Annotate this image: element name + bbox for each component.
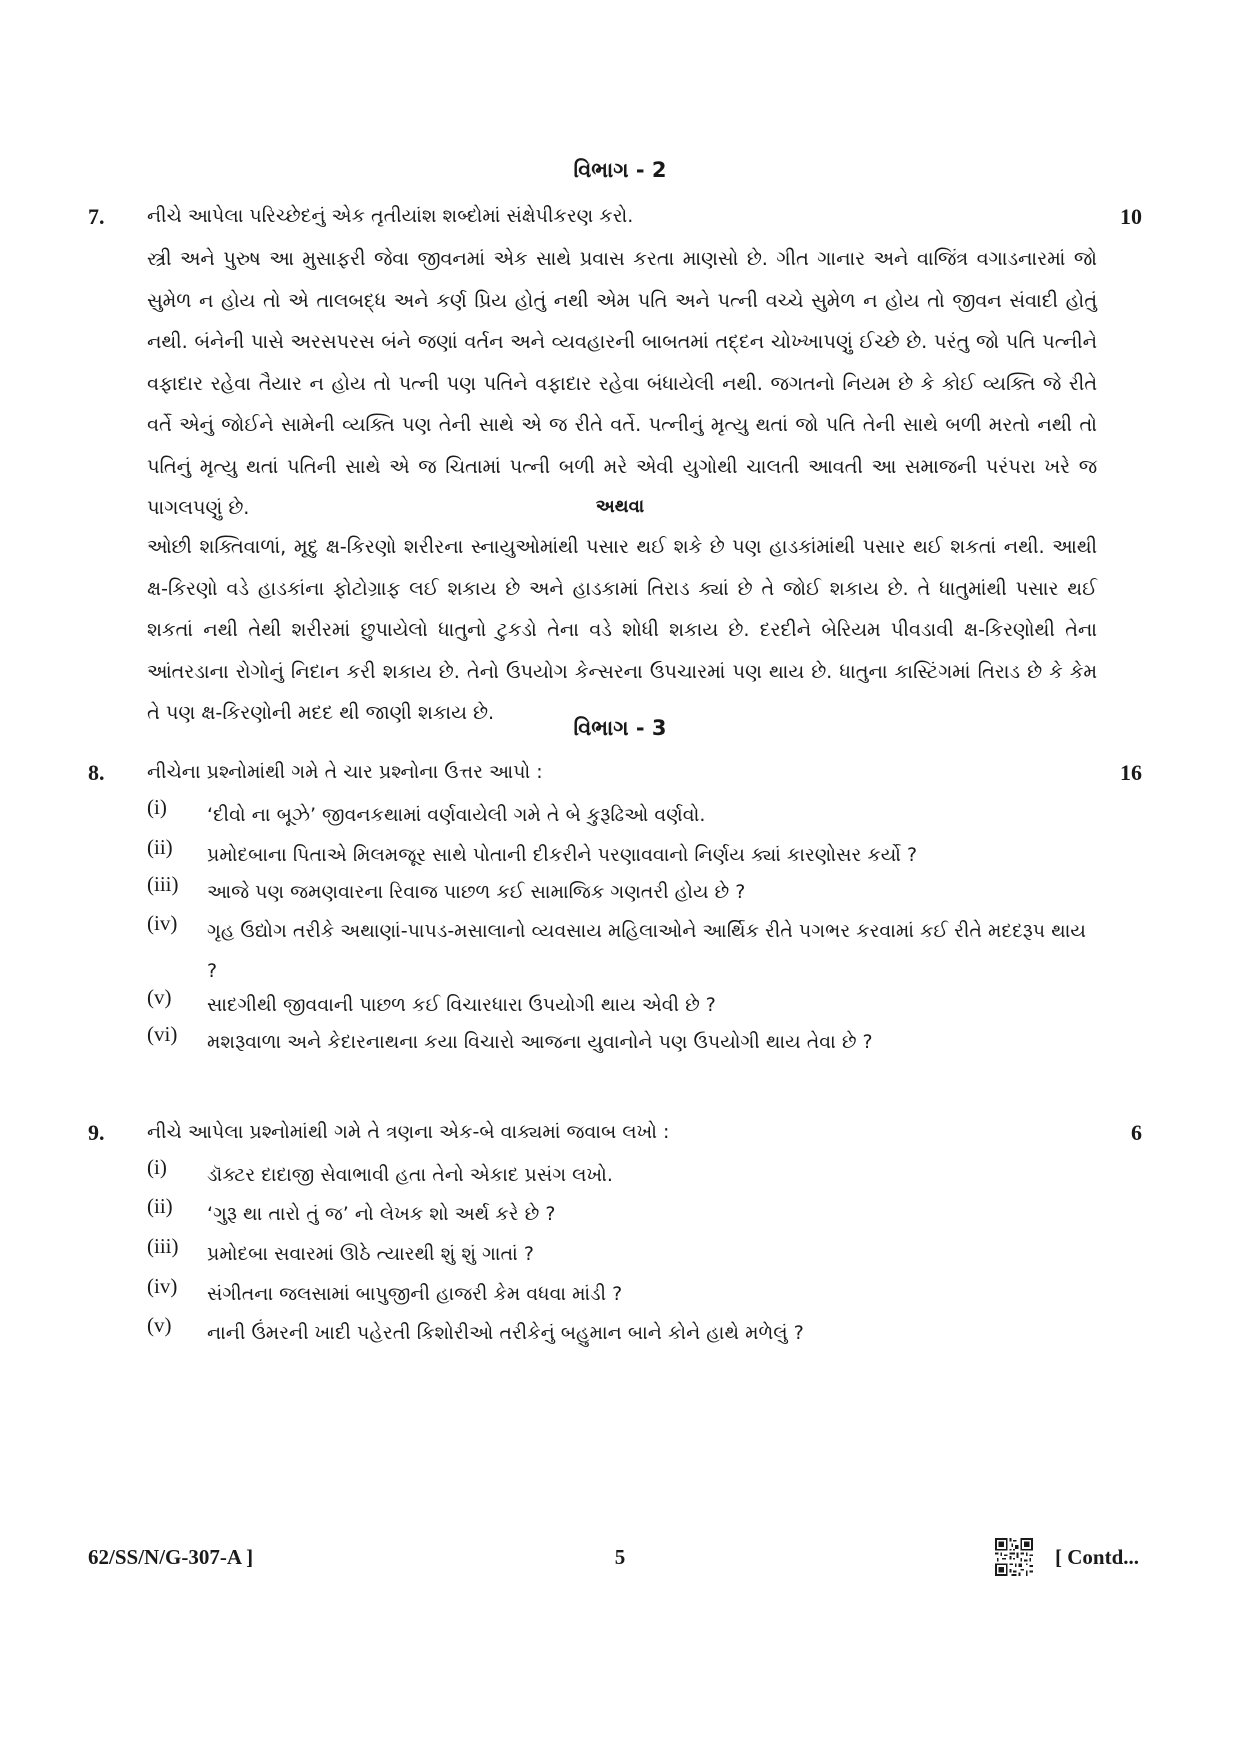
q9-item — [147, 1234, 1097, 1276]
q8-question: નીચેના પ્રશ્નોમાંથી ગમે તે ચાર પ્રશ્નોના ઉત્તર આપો : — [147, 761, 543, 783]
q9-item-text: સંગીતના જલસામાં બાપુજીની હાજરી કેમ વધવા માંડી ? — [207, 1283, 623, 1305]
q7-number: 7. — [88, 204, 105, 229]
q8-item — [147, 911, 1097, 991]
qr-code-icon — [995, 1538, 1033, 1576]
q8-item — [147, 1022, 1097, 1064]
q9-item-text: ડૉક્ટર દાદાજી સેવાભાવી હતા તેનો એકાદ પ્રસંગ લખો. — [207, 1164, 613, 1186]
q8-number: 8. — [88, 760, 105, 785]
page-number: 5 — [614, 1545, 626, 1569]
q8-item-text: પ્રમોદબાના પિતાએ મિલમજૂર સાથે પોતાની દીકરીને પરણાવવાનો નિર્ણય ક્યાં કારણોસર કર્યો ? — [207, 844, 918, 866]
q9-item-text: પ્રમોદબા સવારમાં ઊઠે ત્યારથી શું શું ગાતાં ? — [207, 1243, 534, 1265]
q9-item-label: (iii) — [147, 1234, 179, 1258]
q8-item-text: સાદગીથી જીવવાની પાછળ કઈ વિચારધારા ઉપયોગી થાય એવી છે ? — [207, 994, 716, 1016]
q9-item — [147, 1313, 1097, 1355]
q7-passage-1: સ્ત્રી અને પુરુષ આ મુસાફરી જેવા જીવનમાં એક સાથે પ્રવાસ કરતા માણસો છે. ગીત ગાનાર અને વાજિંત્ર વગાડનારમાં જો સુમેળ ન હોય તો એ તાલબદ્ધ અને કર્ણ પ્રિય હોતું નથી એમ પતિ અને પત્ની વચ્ચે સુમેળ ન હોય તો જીવન સંવાદી હોતું નથી. બંનેની પાસે અરસપરસ બંને જણાં વર્તન અને વ્યવહારની બાબતમાં તદ્દન ચોખ્ખાપણું ઈચ્છે છે. પરંતુ જો પતિ પત્નીને વફાદાર રહેવા તૈયાર ન હોય તો પત્ની પણ પતિને વફાદાર રહેવા બંધાયેલી નથી. જગતનો નિયમ છે કે કોઈ વ્યક્તિ જે રીતે વર્તે એનું જોઈને સામેની વ્યક્તિ પણ તેની સાથે એ જ રીતે વર્તે. પત્નીનું મૃત્યુ થતાં જો પતિ તેની સાથે બળી મરતો નથી તો પતિનું મૃત્યુ થતાં પતિની સાથે એ જ ચિતામાં પત્ની બળી મરે એવી યુગોથી ચાલતી આવતી આ સમાજની પરંપરા ખરે જ પાગલપણું છે. — [147, 247, 1097, 519]
q7-or-label: અથવા — [595, 496, 645, 517]
q8-item-label: (ii) — [147, 835, 173, 859]
q9-item-label: (ii) — [147, 1194, 173, 1218]
q9-item-label: (iv) — [147, 1274, 178, 1298]
continued-label: [ Contd... — [1055, 1545, 1140, 1569]
q8-item-label: (i) — [147, 795, 167, 819]
q8-item — [147, 872, 1097, 914]
q9-item-text: નાની ઉંમરની ખાદી પહેરતી કિશોરીઓ તરીકેનું બહુમાન બાને કોને હાથે મળેલું ? — [207, 1322, 804, 1344]
q9-item-label: (v) — [147, 1313, 172, 1337]
q8-item-text: આજે પણ જમણવારના રિવાજ પાછળ કઈ સામાજિક ગણતરી હોય છે ? — [207, 881, 746, 903]
q8-item — [147, 985, 1097, 1027]
section-2-title: વિભાગ - 2 — [573, 158, 667, 182]
q8-marks: 16 — [1120, 760, 1142, 785]
q8-item-label: (vi) — [147, 1022, 178, 1046]
q8-item-text: મશરૂવાળા અને કેદારનાથના કયા વિચારો આજના યુવાનોને પણ ઉપયોગી થાય તેવા છે ? — [207, 1031, 873, 1053]
q9-item — [147, 1274, 1097, 1316]
q7-marks: 10 — [1120, 204, 1142, 229]
q9-question: નીચે આપેલા પ્રશ્નોમાંથી ગમે તે ત્રણના એક-બે વાક્યમાં જવાબ લખો : — [147, 1121, 670, 1143]
q8-item — [147, 795, 1097, 837]
q9-item-label: (i) — [147, 1155, 167, 1179]
q8-item-label: (v) — [147, 985, 172, 1009]
q8-item-label: (iv) — [147, 911, 178, 935]
q9-marks: 6 — [1131, 1120, 1142, 1145]
q9-item-text: ‘ગુરૂ થા તારો તું જ’ નો લેખક શો અર્થ કરે છે ? — [207, 1203, 556, 1225]
section-3-title: વિભાગ - 3 — [573, 716, 667, 740]
q8-item-text: ગૃહ ઉદ્યોગ તરીકે અથાણાં-પાપડ-મસાલાનો વ્યવસાય મહિલાઓને આર્થિક રીતે પગભર કરવામાં કઈ રીતે મદદરૂપ થાય ? — [207, 920, 1086, 982]
paper-code: 62/SS/N/G-307-A ] — [88, 1545, 254, 1569]
q8-item-text: ‘દીવો ના બૂઝે’ જીવનકથામાં વર્ણવાયેલી ગમે તે બે કુરૂઢિઓ વર્ણવો. — [207, 804, 706, 826]
q7-passage-2: ઓછી શક્તિવાળાં, મૃદુ ક્ષ-કિરણો શરીરના સ્નાયુઓમાંથી પસાર થઈ શકે છે પણ હાડકાંમાંથી પસાર થઈ શકતાં નથી. આથી ક્ષ-કિરણો વડે હાડકાંના ફોટોગ્રાફ લઈ શકાય છે અને હાડકામાં તિરાડ ક્યાં છે તે જોઈ શકાય છે. તે ધાતુમાંથી પસાર થઈ શકતાં નથી તેથી શરીરમાં છુપાયેલો ધાતુનો ટુકડો તેના વડે શોધી શકાય છે. દરદીને બેરિયમ પીવડાવી ક્ષ-કિરણોથી તેના આંતરડાના રોગોનું નિદાન કરી શકાય છે. તેનો ઉપયોગ કેન્સરના ઉપચારમાં પણ થાય છે. ધાતુના કાસ્ટિંગમાં તિરાડ છે કે કેમ તે પણ ક્ષ-કિરણોની મદદ થી જાણી શકાય છે. — [147, 535, 1097, 724]
q9-item — [147, 1155, 1097, 1197]
q8-item-label: (iii) — [147, 872, 179, 896]
q9-number: 9. — [88, 1120, 105, 1145]
q7-question: નીચે આપેલા પરિચ્છેદનું એક તૃતીયાંશ શબ્દોમાં સંક્ષેપીકરણ કરો. — [147, 205, 634, 227]
q9-item — [147, 1194, 1097, 1236]
q8-item — [147, 835, 1097, 877]
